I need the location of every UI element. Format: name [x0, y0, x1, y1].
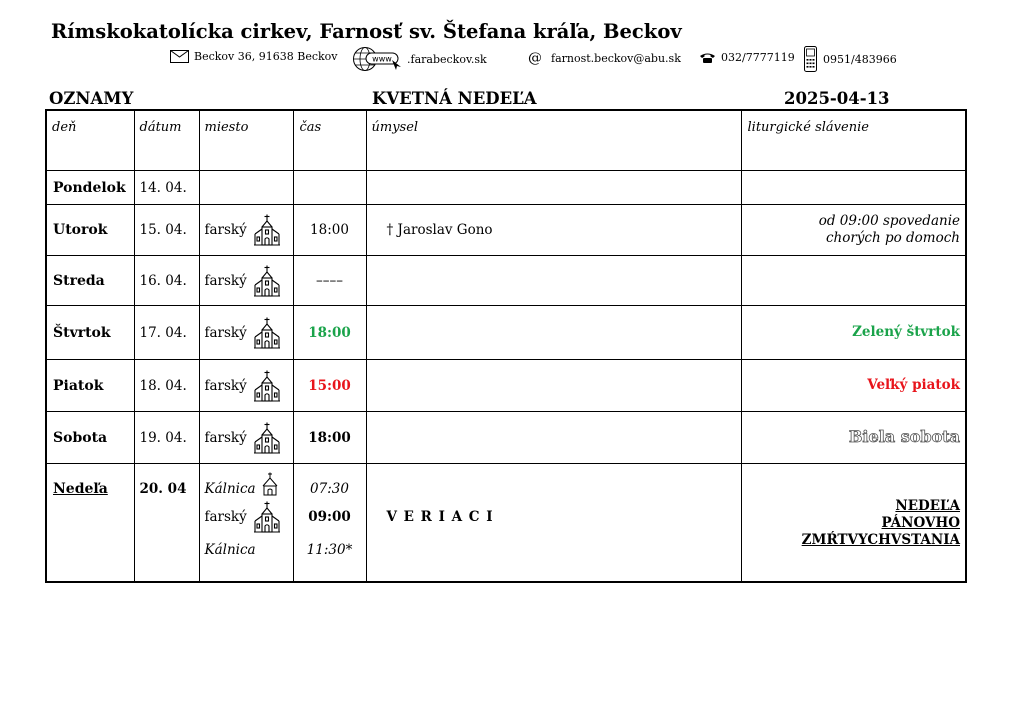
- easter-line: NEDEĽA: [895, 498, 960, 514]
- row-liturgy: od 09:00 spovedanie chorých po domoch: [741, 205, 966, 256]
- web-text: .farabeckov.sk: [407, 52, 487, 66]
- place-name: farský: [204, 324, 247, 341]
- svg-text:www: www: [372, 54, 392, 64]
- row-date: 19. 04.: [134, 412, 199, 464]
- place-name: Kálnica: [204, 481, 256, 497]
- row-liturgy: [741, 171, 966, 205]
- row-day: Sobota: [46, 412, 134, 464]
- announcement-date: 2025-04-13: [784, 89, 890, 108]
- sunday-intention: V E R I A C I: [386, 508, 494, 525]
- place-line: [205, 533, 288, 566]
- envelope-icon: [170, 50, 189, 63]
- row-intention: † Jaroslav Gono: [366, 205, 741, 256]
- mass-time: 07:30: [310, 481, 349, 497]
- row-intention: [366, 360, 741, 412]
- row-place: [199, 171, 293, 205]
- place-name: farský: [204, 272, 247, 289]
- announcements-label: OZNAMY: [49, 89, 134, 108]
- email-text: farnost.beckov@abu.sk: [551, 51, 681, 65]
- church-icon: [253, 265, 281, 297]
- table-row: [46, 306, 966, 360]
- holy-saturday-label: Biela sobota: [848, 427, 960, 446]
- column-header-time: čas: [293, 110, 366, 171]
- row-place: [199, 256, 293, 306]
- row-liturgy: Zelený štvrtok: [741, 306, 966, 360]
- row-place: [199, 412, 293, 464]
- parish-title: Rímskokatolícka cirkev, Farnosť sv. Štefana kráľa, Beckov: [51, 20, 682, 43]
- phone-text: 032/7777119: [721, 51, 795, 64]
- row-day: [46, 464, 134, 582]
- address-text: Beckov 36, 91638 Beckov: [194, 50, 338, 63]
- row-place: [199, 306, 293, 360]
- chapel-icon: [262, 472, 278, 496]
- row-place: [199, 464, 293, 582]
- row-date: 18. 04.: [134, 360, 199, 412]
- row-time: 18:00: [293, 306, 366, 360]
- row-place: [199, 360, 293, 412]
- row-liturgy: Veľký piatok: [741, 360, 966, 412]
- globe-www-icon: [352, 46, 402, 72]
- mass-time: 09:00: [308, 508, 351, 525]
- table-row: [46, 360, 966, 412]
- table-row-sunday: [46, 464, 966, 582]
- row-day: Utorok: [46, 205, 134, 256]
- church-icon: [253, 317, 281, 349]
- email-contact: [528, 50, 681, 66]
- at-icon: @: [528, 50, 542, 66]
- row-date: 17. 04.: [134, 306, 199, 360]
- row-time: 15:00: [293, 360, 366, 412]
- row-intention: [366, 412, 741, 464]
- table-row: [46, 205, 966, 256]
- church-icon: [253, 501, 281, 533]
- table-row: [46, 412, 966, 464]
- row-date: 15. 04.: [134, 205, 199, 256]
- row-intention: [366, 171, 741, 205]
- row-day: Piatok: [46, 360, 134, 412]
- mass-time: 11:30*: [306, 541, 353, 558]
- table-row: [46, 256, 966, 306]
- place-name: farský: [204, 508, 247, 525]
- contact-bar: [0, 46, 1024, 76]
- sunday-date: 20. 04: [139, 481, 187, 497]
- church-icon: [253, 370, 281, 402]
- table-header-row: [46, 110, 966, 171]
- place-line: [205, 478, 288, 500]
- schedule-table: [45, 109, 967, 583]
- row-liturgy: [741, 464, 966, 582]
- row-liturgy: [741, 256, 966, 306]
- row-time: 18:00: [293, 412, 366, 464]
- row-place: [199, 205, 293, 256]
- place-name: farský: [204, 222, 247, 238]
- row-day: Streda: [46, 256, 134, 306]
- place-name: farský: [204, 429, 247, 446]
- table-row: [46, 171, 966, 205]
- easter-line: ZMŔTVYCHVSTANIA: [801, 532, 960, 548]
- row-liturgy: [741, 412, 966, 464]
- mobile-text: 0951/483966: [823, 52, 897, 66]
- row-intention: [366, 256, 741, 306]
- column-header-date: dátum: [134, 110, 199, 171]
- place-line: [205, 500, 288, 533]
- web-contact: [352, 46, 487, 72]
- row-day: Štvrtok: [46, 306, 134, 360]
- row-intention: [366, 306, 741, 360]
- sunday-day: Nedeľa: [53, 481, 108, 497]
- row-intention: [366, 464, 741, 582]
- column-header-place: miesto: [199, 110, 293, 171]
- row-time: 18:00: [293, 205, 366, 256]
- row-date: 14. 04.: [134, 171, 199, 205]
- telephone-icon: [699, 52, 716, 64]
- row-time: [293, 464, 366, 582]
- sunday-name: KVETNÁ NEDEĽA: [372, 89, 537, 108]
- row-day: Pondelok: [46, 171, 134, 205]
- row-date: [134, 464, 199, 582]
- place-name: Kálnica: [204, 541, 256, 558]
- row-date: 16. 04.: [134, 256, 199, 306]
- address-contact: [170, 50, 338, 63]
- phone-contact: [699, 51, 795, 64]
- mobile-phone-icon: [803, 46, 818, 72]
- easter-line: PÁNOVHO: [881, 515, 960, 531]
- row-time: ––––: [293, 256, 366, 306]
- church-icon: [253, 214, 281, 246]
- column-header-liturgy: liturgické slávenie: [741, 110, 966, 171]
- row-time: [293, 171, 366, 205]
- column-header-day: deň: [46, 110, 134, 171]
- mobile-contact: [803, 46, 897, 72]
- place-name: farský: [204, 377, 247, 394]
- column-header-intention: úmysel: [366, 110, 741, 171]
- church-icon: [253, 422, 281, 454]
